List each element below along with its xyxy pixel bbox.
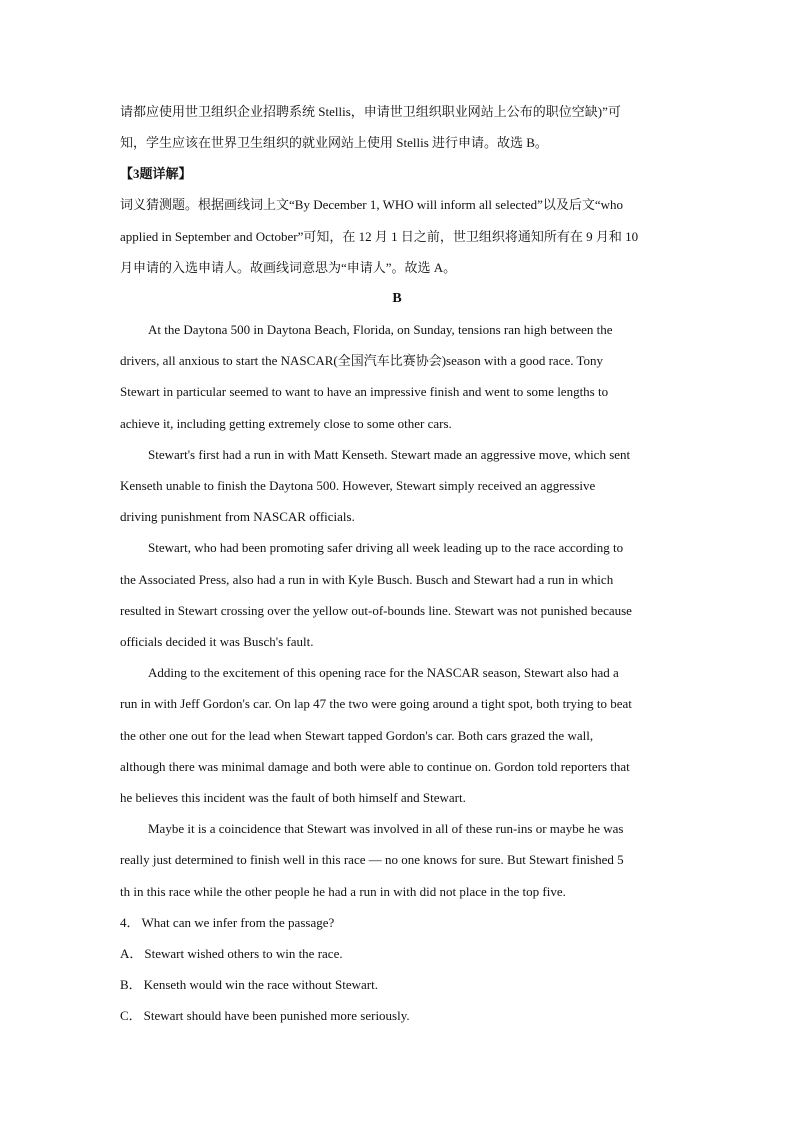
- option-label: A．: [120, 946, 143, 961]
- option-text: Stewart should have been punished more seriously.: [143, 1008, 410, 1023]
- passage-line: really just determined to finish well in this race — no one knows for sure. But Stewart finished 5: [120, 852, 624, 867]
- answer-option-a[interactable]: [120, 944, 676, 964]
- passage-line: although there was minimal damage and both were able to continue on. Gordon told reporters that: [120, 759, 630, 774]
- answer-option-c[interactable]: [120, 1006, 676, 1026]
- passage-line: resulted in Stewart crossing over the yellow out-of-bounds line. Stewart was not punished because: [120, 603, 632, 618]
- option-label: C．: [120, 1008, 142, 1023]
- option-text: Kenseth would win the race without Stewart.: [143, 977, 378, 992]
- passage-line: th in this race while the other people he had a run in with did not place in the top five.: [120, 884, 566, 899]
- explanation-line: 词义猜测题。根据画线词上文“By December 1, WHO will inform all selected”以及后文“who: [120, 197, 624, 212]
- passage-line: Maybe it is a coincidence that Stewart was involved in all of these run-ins or maybe he was: [148, 821, 624, 836]
- passage-line: Stewart in particular seemed to want to have an impressive finish and went to some lengths to: [120, 384, 609, 399]
- detail-heading: 【3题详解】: [120, 166, 192, 181]
- passage-line: achieve it, including getting extremely close to some other cars.: [120, 416, 452, 431]
- explanation-line: 请都应使用世卫组织企业招聘系统 Stellis，申请世卫组织职业网站上公布的职位空缺)”可: [120, 104, 621, 119]
- question-number: 4．: [120, 915, 140, 930]
- passage-line: Adding to the excitement of this opening race for the NASCAR season, Stewart also had a: [148, 665, 619, 680]
- passage-line: Stewart's first had a run in with Matt Kenseth. Stewart made an aggressive move, which sent: [148, 447, 631, 462]
- passage-line: At the Daytona 500 in Daytona Beach, Florida, on Sunday, tensions ran high between the: [148, 322, 613, 337]
- passage-line: run in with Jeff Gordon's car. On lap 47 the two were going around a tight spot, both trying to beat: [120, 696, 632, 711]
- passage-line: Stewart, who had been promoting safer driving all week leading up to the race according to: [148, 540, 624, 555]
- passage-line: officials decided it was Busch's fault.: [120, 634, 314, 649]
- explanation-line: 知，学生应该在世界卫生组织的就业网站上使用 Stellis 进行申请。故选 B。: [120, 135, 548, 150]
- option-text: Stewart wished others to win the race.: [144, 946, 343, 961]
- passage-line: Kenseth unable to finish the Daytona 500. However, Stewart simply received an aggressive: [120, 478, 596, 493]
- answer-option-b[interactable]: [120, 975, 676, 995]
- explanation-line: applied in September and October”可知，在 12 月 1 日之前，世卫组织将通知所有在 9 月和 10: [120, 229, 639, 244]
- passage-line: drivers, all anxious to start the NASCAR(全国汽车比赛协会)season with a good race. Tony: [120, 353, 604, 368]
- option-label: B．: [120, 977, 142, 992]
- passage-line: the other one out for the lead when Stewart tapped Gordon's car. Both cars grazed the wall,: [120, 728, 594, 743]
- passage-line: he believes this incident was the fault of both himself and Stewart.: [120, 790, 466, 805]
- question-text: What can we infer from the passage?: [141, 915, 335, 930]
- passage-line: driving punishment from NASCAR officials.: [120, 509, 355, 524]
- question-stem: [120, 913, 676, 933]
- passage-title: B: [392, 291, 402, 306]
- explanation-line: 月申请的入选申请人。故画线词意思为“申请人”。故选 A。: [120, 260, 457, 275]
- passage-line: the Associated Press, also had a run in with Kyle Busch. Busch and Stewart had a run in which: [120, 572, 614, 587]
